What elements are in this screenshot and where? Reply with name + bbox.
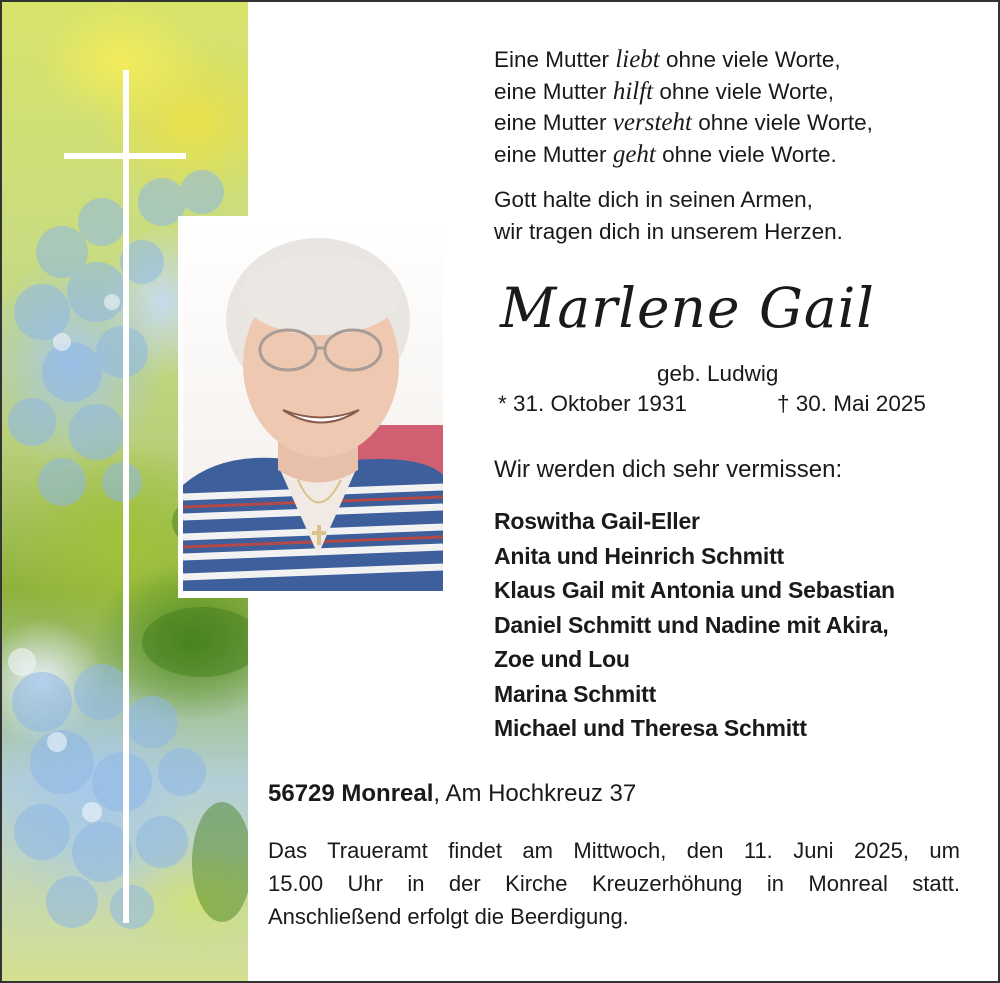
poem-line: Eine Mutter liebt ohne viele Worte, [494,46,841,73]
poem-line: eine Mutter versteht ohne viele Worte, [494,109,873,136]
poem-line: eine Mutter hilft ohne viele Worte, [494,77,835,105]
poem-line: eine Mutter geht ohne viele Worte. [494,140,837,168]
portrait-photo [183,225,443,591]
mourner-entry: Klaus Gail mit Antonia und Sebastian [494,577,895,603]
mourner-entry: Roswitha Gail-Eller [494,508,700,534]
poem-stanza-2 [494,184,974,247]
notice-line: Anschließend erfolgt die Beerdigung. [268,904,629,929]
mourners-list [494,504,974,746]
birth-name: geb. Ludwig [657,361,779,386]
deceased-name: Marlene Gail [500,276,875,340]
address-town: 56729 Monreal [268,780,434,807]
mourning-address [268,780,636,808]
mourner-entry: Michael und Theresa Schmitt [494,715,807,741]
poem-line: Gott halte dich in seinen Armen, [494,187,813,212]
mourner-entry: Marina Schmitt [494,680,657,707]
date-of-birth: * 31. Oktober 1931 [498,391,687,416]
poem-stanza-1 [494,44,974,170]
mourner-entry: Daniel Schmitt und Nadine mit Akira, [494,611,889,638]
notice-line: 15.00 Uhr in der Kirche Kreuzerhöhung in Monreal statt. [268,871,960,896]
mourners-intro: Wir werden dich sehr vermissen: [494,456,843,483]
cross-beam [64,153,186,159]
mourner-entry: Zoe und Lou [494,646,630,672]
christian-cross-icon [123,70,129,923]
mourner-entry: Anita und Heinrich Schmitt [494,542,784,569]
date-of-death: † 30. Mai 2025 [777,391,926,416]
poem-line: wir tragen dich in unserem Herzen. [494,218,843,244]
notice-line: Das Traueramt findet am Mittwoch, den 11. Juni 2025, um [268,838,960,863]
funeral-service-notice [268,834,960,933]
address-street: , Am Hochkreuz 37 [433,780,637,807]
